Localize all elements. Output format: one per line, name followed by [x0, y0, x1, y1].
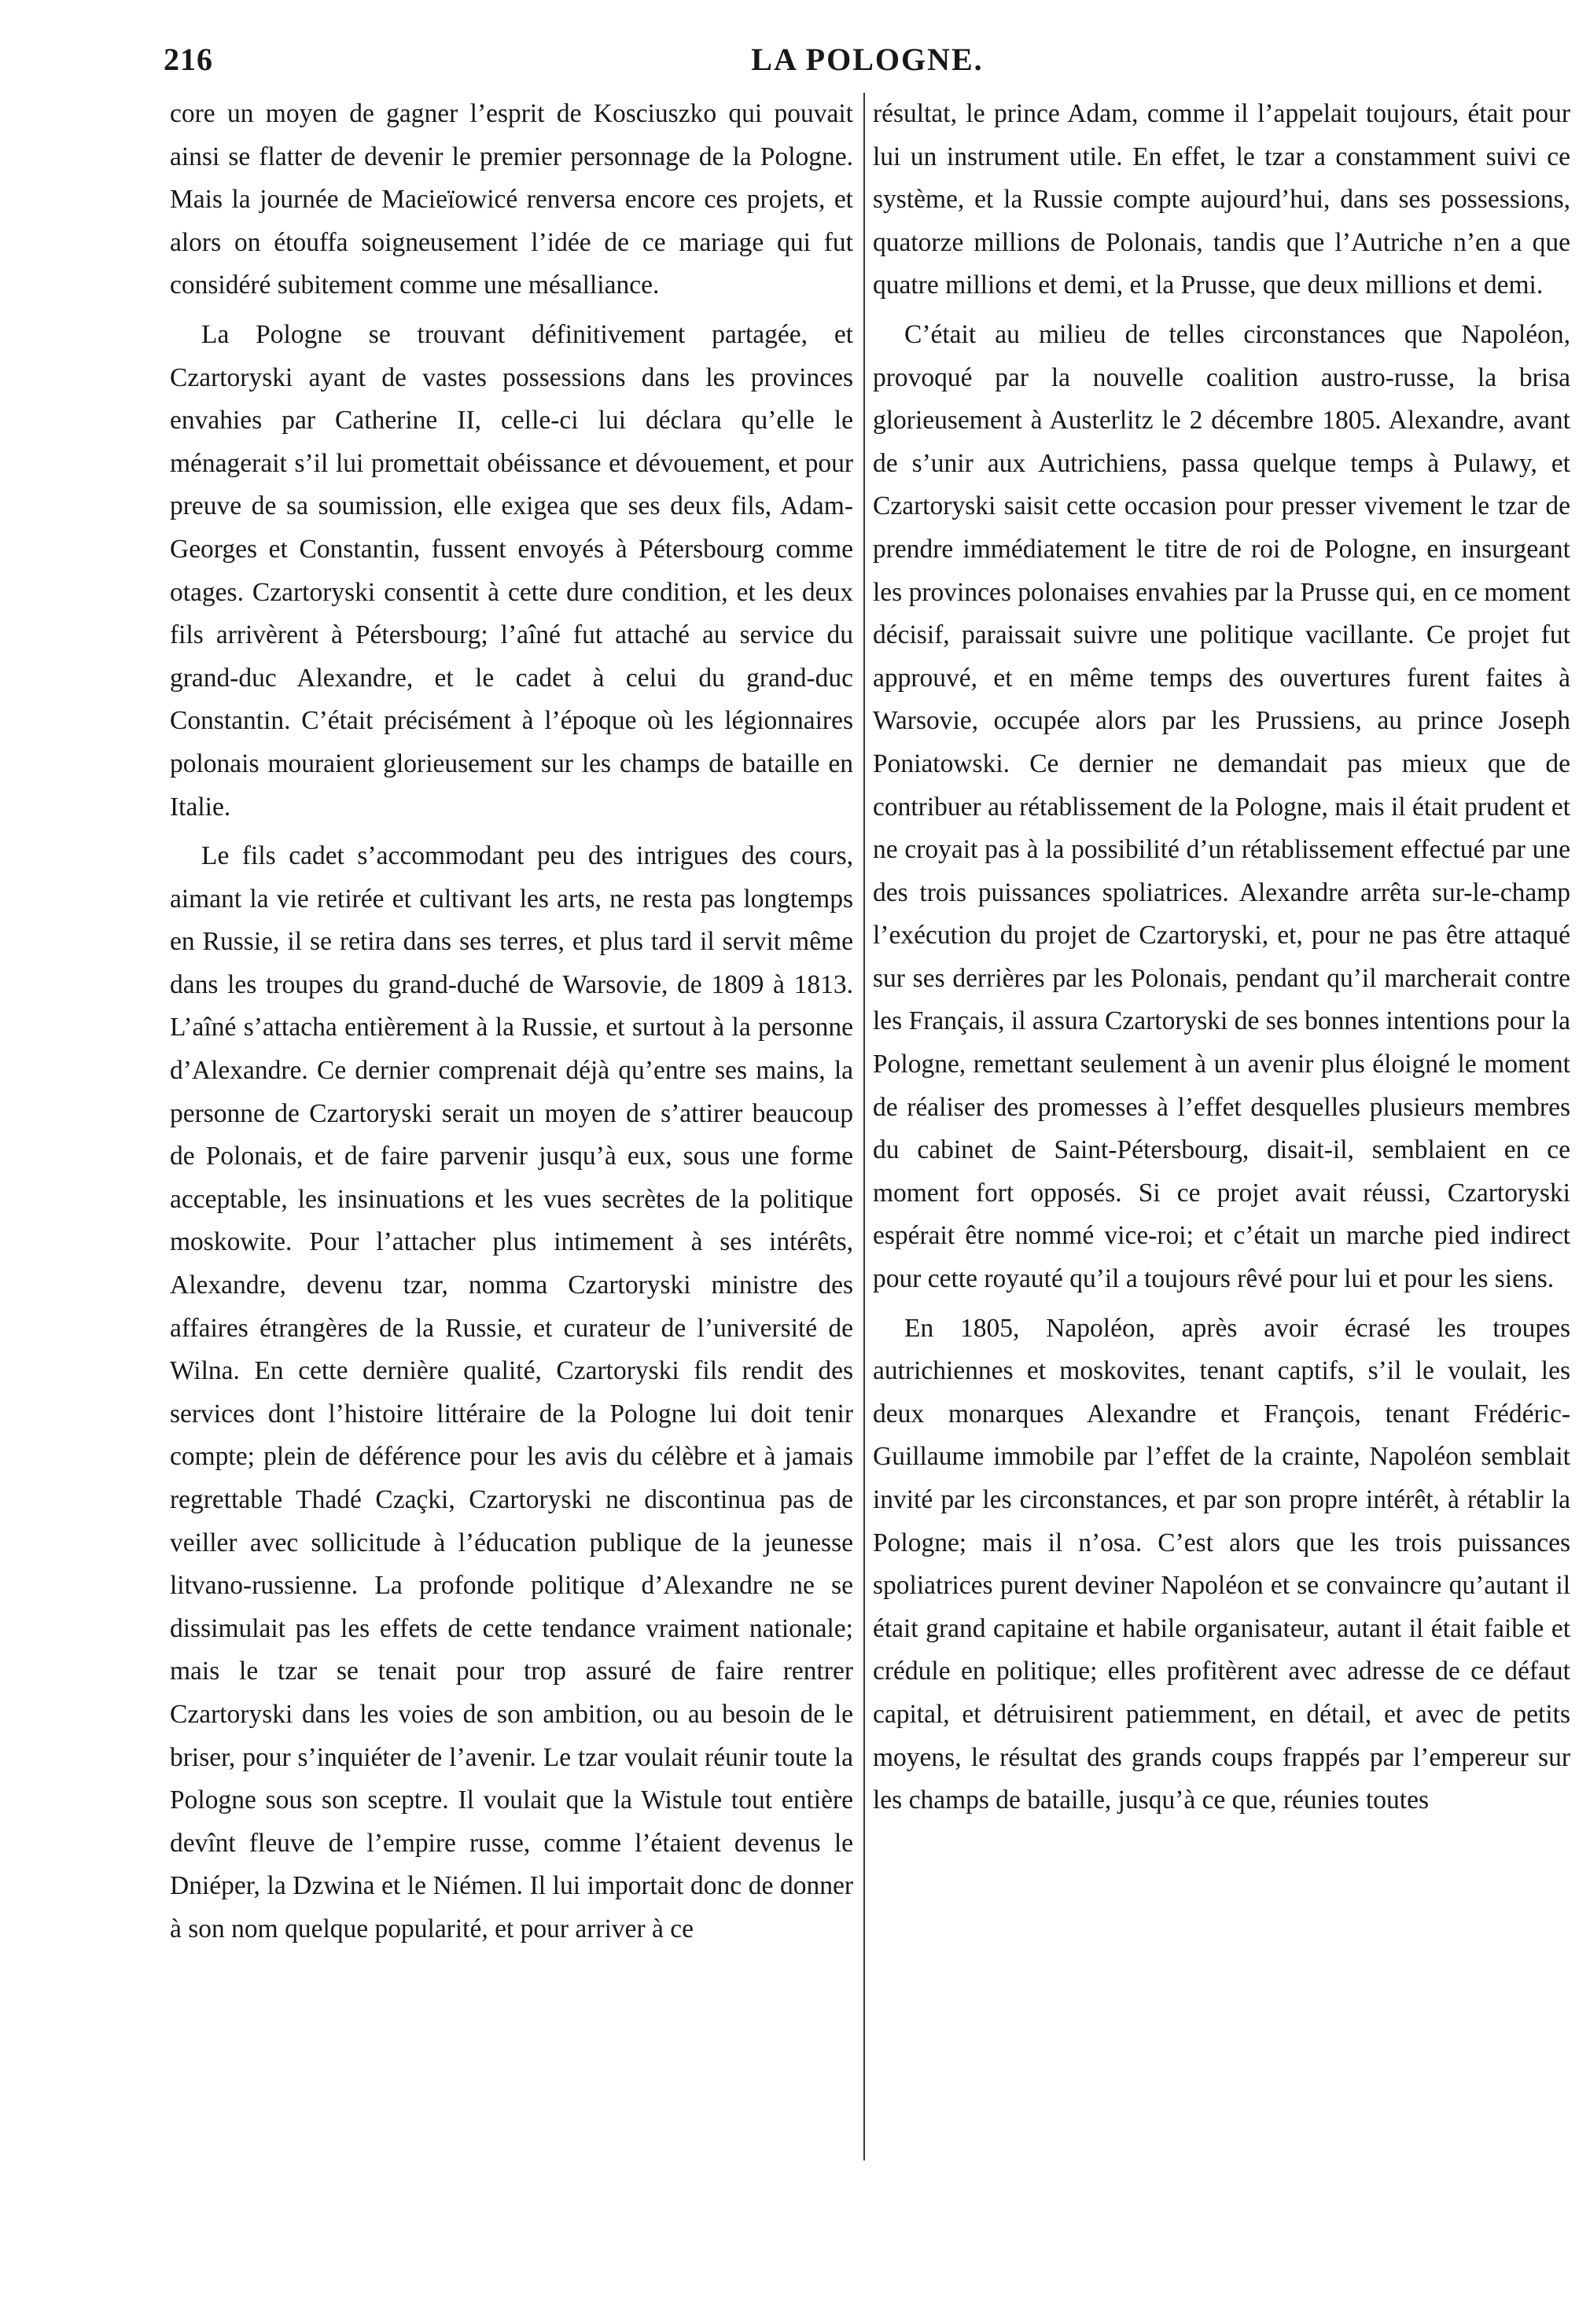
running-head-title: LA POLOGNE. — [751, 42, 984, 77]
paragraph-continuation: core un moyen de gagner l’esprit de Kosciuszko qui pouvait ainsi se flatter de devenir le premier personnage de la Pologne. Mais la journée de Macieïowicé renversa encore ces projets, et alors on étouffa soigneusement l’idée de ce mariage qui fut considéré subitement comme une mésalliance. — [170, 99, 853, 300]
column-divider — [863, 93, 865, 2160]
left-column — [170, 93, 853, 2168]
paragraph-continuation: résultat, le prince Adam, comme il l’appelait toujours, était pour lui un instrument utile. En effet, le tzar a constamment suivi ce système, et la Russie compte aujourd’hui, dans ses possessions, quatorze millions de Polonais, tandis que l’Autriche n’en a que quatre millions et demi, et la Prusse, que deux millions et demi. — [873, 99, 1570, 300]
page-header — [164, 41, 1571, 88]
paragraph: La Pologne se trouvant définitivement partagée, et Czartoryski ayant de vastes possessions dans les provinces envahies par Catherine II, celle-ci lui déclara qu’elle le ménagerait s’il lui promettait obéissance et dévouement, et pour preuve de sa soumission, elle exigea que ses deux fils, Adam-Georges et Constantin, fussent envoyés à Pétersbourg comme otages. Czartoryski consentit à cette dure condition, et les deux fils arrivèrent à Pétersbourg; l’aîné fut attaché au service du grand-duc Alexandre, et le cadet à celui du grand-duc Constantin. C’était précisément à l’époque où les légionnaires polonais mouraient glorieusement sur les champs de bataille en Italie. — [170, 319, 853, 822]
page-number: 216 — [164, 42, 213, 77]
paragraph: En 1805, Napoléon, après avoir écrasé les troupes autrichiennes et moskovites, tenant captifs, s’il le voulait, les deux monarques Alexandre et François, tenant Frédéric-Guillaume immobile par l’effet de la crainte, Napoléon semblait invité par les circonstances, et par son propre intérêt, à rétablir la Pologne; mais il n’osa. C’est alors que les trois puissances spoliatrices purent deviner Napoléon et se convaincre qu’autant il était grand capitaine et habile organisateur, autant il était faible et crédule en politique; elles profitèrent avec adresse de ce défaut capital, et détruisirent patiemment, en détail, et avec de petits moyens, le résultat des grands coups frappés par l’empereur sur les champs de bataille, jusqu’à ce que, réunies toutes — [873, 1313, 1570, 1815]
paragraph: Le fils cadet s’accommodant peu des intrigues des cours, aimant la vie retirée et cultivant les arts, ne resta pas longtemps en Russie, il se retira dans ses terres, et plus tard il servit même dans les troupes du grand-duché de Warsovie, de 1809 à 1813. L’aîné s’attacha entièrement à la Russie, et surtout à la personne d’Alexandre. Ce dernier comprenait déjà qu’entre ses mains, la personne de Czartoryski serait un moyen de s’attirer beaucoup de Polonais, et de faire parvenir jusqu’à eux, sous une forme acceptable, les insinuations et les vues secrètes de la politique moskowite. Pour l’attacher plus intimement à ses intérêts, Alexandre, devenu tzar, nomma Czartoryski ministre des affaires étrangères de la Russie, et curateur de l’université de Wilna. En cette dernière qualité, Czartoryski fils rendit des services dont l’histoire littéraire de la Pologne lui doit tenir compte; plein de déférence pour les avis du célèbre et à jamais regrettable Thadé Czaçki, Czartoryski ne discontinua pas de veiller avec sollicitude à l’éducation publique de la jeunesse litvano-russienne. La profonde politique d’Alexandre ne se dissimulait pas les effets de cette tendance vraiment nationale; mais le tzar se tenait pour trop assuré de faire rentrer Czartoryski dans les voies de son ambition, ou au besoin de le briser, pour s’inquiéter de l’avenir. Le tzar voulait réunir toute la Pologne sous son sceptre. Il voulait que la Wistule tout entière devînt fleuve de l’empire russe, comme l’étaient devenus le Dniéper, la Dzwina et le Niémen. Il lui importait donc de donner à son nom quelque popularité, et pour arriver à ce — [170, 841, 853, 1943]
paragraph: C’était au milieu de telles circonstances que Napoléon, provoqué par la nouvelle coalition austro-russe, la brisa glorieusement à Austerlitz le 2 décembre 1805. Alexandre, avant de s’unir aux Autrichiens, passa quelque temps à Pulawy, et Czartoryski saisit cette occasion pour presser vivement le tzar de prendre immédiatement le titre de roi de Pologne, en insurgeant les provinces polonaises envahies par la Prusse qui, en ce moment décisif, paraissait suivre une politique vacillante. Ce projet fut approuvé, et en même temps des ouvertures furent faites à Warsovie, occupée alors par les Prussiens, au prince Joseph Poniatowski. Ce dernier ne demandait pas mieux que de contribuer au rétablissement de la Pologne, mais il était prudent et ne croyait pas à la possibilité d’un rétablissement effectué par une des trois puissances spoliatrices. Alexandre arrêta sur-le-champ l’exécution du projet de Czartoryski, et, pour ne pas être attaqué sur ses derrières par les Polonais, pendant qu’il marcherait contre les Français, il assura Czartoryski de ses bonnes intentions pour la Pologne, remettant seulement à un avenir plus éloigné le moment de réaliser des promesses à l’effet desquelles plusieurs membres du cabinet de Saint-Pétersbourg, disait-il, semblaient en ce moment fort opposés. Si ce projet avait réussi, Czartoryski espérait être nommé vice-roi; et c’était un marche pied indirect pour cette royauté qu’il a toujours rêvé pour lui et pour les siens. — [873, 319, 1570, 1294]
right-column — [873, 93, 1570, 2168]
